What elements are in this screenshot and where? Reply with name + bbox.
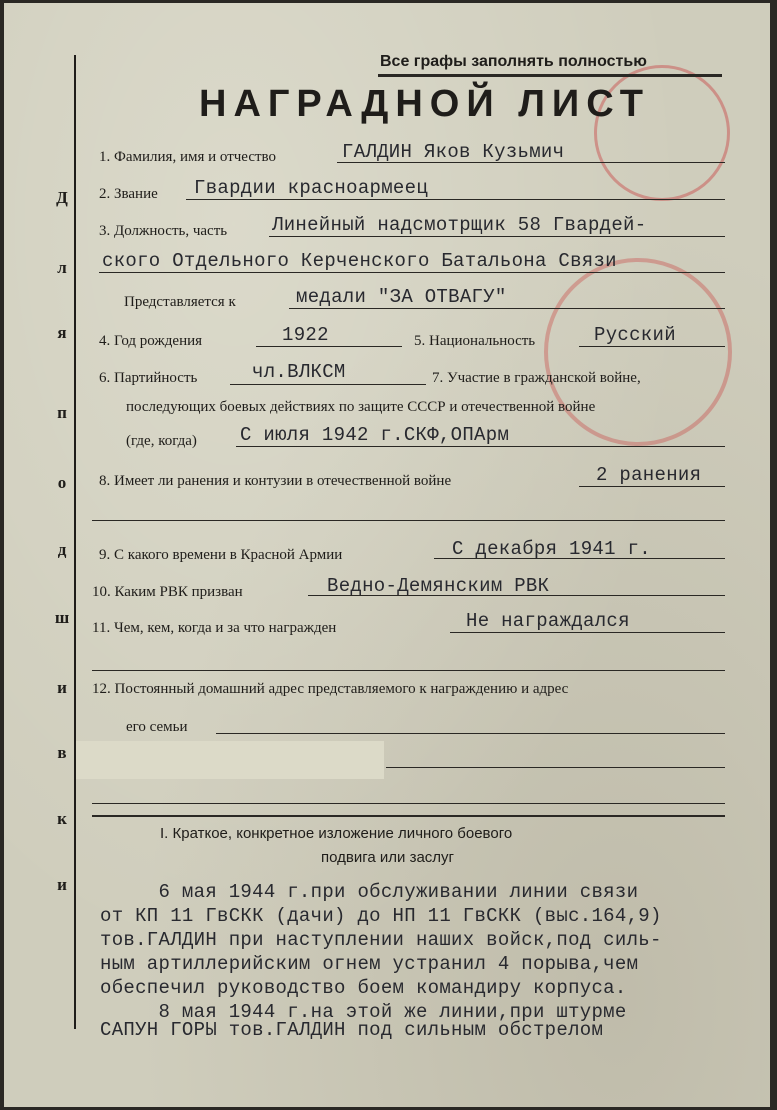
section-title-1: I. Краткое, конкретное изложение личного боевого <box>160 825 513 842</box>
side-char: в <box>57 743 67 762</box>
citation-line: от КП 11 ГвСКК (дачи) до НП 11 ГвСКК (выс.164,9) <box>100 905 662 927</box>
field-3-rule-1 <box>269 236 725 237</box>
header-note-underline <box>378 74 722 77</box>
page-title: НАГРАДНОЙ ЛИСТ <box>199 83 650 125</box>
field-3-value-1: Линейный надсмотрщик 58 Гвардей- <box>272 214 647 236</box>
side-char: я <box>57 323 67 342</box>
award-sheet <box>4 3 770 1107</box>
citation-line: 8 мая 1944 г.на этой же линии,при штурме <box>100 1001 627 1023</box>
field-7-value: С июля 1942 г.СКФ,ОПАрм <box>240 424 510 446</box>
present-value: медали "ЗА ОТВАГУ" <box>296 286 507 308</box>
field-12-rule-3 <box>92 803 725 804</box>
field-6-rule <box>230 384 426 385</box>
field-7-label-2: последующих боевых действиях по защите СССР и отечественной войне <box>126 399 596 415</box>
present-rule <box>289 308 725 309</box>
field-4-value: 1922 <box>282 324 329 346</box>
field-10-label: 10. Каким РВК призван <box>92 584 243 600</box>
field-3-label: 3. Должность, часть <box>99 223 228 239</box>
side-char: и <box>57 875 67 894</box>
field-3-rule-2 <box>99 272 725 273</box>
field-4-label: 4. Год рождения <box>99 333 203 349</box>
citation-line: обеспечил руководство боем командиру корпуса. <box>100 977 627 999</box>
field-11-rule-2 <box>92 670 725 671</box>
field-12-rule-2 <box>386 767 725 768</box>
section-divider <box>92 815 725 817</box>
field-2-rule <box>186 199 725 200</box>
field-8-rule-2 <box>92 520 725 521</box>
citation-line: тов.ГАЛДИН при наступлении наших войск,под силь- <box>100 929 662 951</box>
header-note: Все графы заполнять полностью <box>380 53 647 70</box>
field-5-label: 5. Национальность <box>414 333 536 349</box>
present-label: Представляется к <box>124 294 236 310</box>
field-10-value: Ведно-Демянским РВК <box>327 575 550 597</box>
citation-line: ным артиллерийским огнем устранил 4 порыва,чем <box>100 953 639 975</box>
side-char: к <box>57 809 67 828</box>
section-title-2: подвига или заслуг <box>321 849 455 866</box>
field-6-value: чл.ВЛКСМ <box>252 361 346 383</box>
field-3-value-2: ского Отдельного Керченского Батальона Связи <box>102 250 617 272</box>
field-12-label-2: его семьи <box>126 719 188 735</box>
field-12-rule <box>216 733 725 734</box>
field-1-label: 1. Фамилия, имя и отчество <box>99 149 277 165</box>
field-8-label: 8. Имеет ли ранения и контузии в отечественной войне <box>99 473 452 489</box>
field-9-label: 9. С какого времени в Красной Армии <box>99 547 343 563</box>
side-char: д <box>57 540 67 559</box>
side-char: л <box>57 258 67 277</box>
field-10-rule <box>308 595 725 596</box>
field-1-rule <box>337 162 725 163</box>
field-6-label: 6. Партийность <box>99 370 198 386</box>
field-7-label-3: (где, когда) <box>126 433 197 449</box>
field-12-label-1: 12. Постоянный домашний адрес представляемого к награждению и адрес <box>92 681 569 697</box>
side-char: и <box>57 678 67 697</box>
field-5-rule <box>579 346 725 347</box>
field-2-value: Гвардии красноармеец <box>194 177 429 199</box>
field-9-value: С декабря 1941 г. <box>452 538 651 560</box>
field-9-rule <box>434 558 725 559</box>
side-char: о <box>57 473 67 492</box>
citation-line: 6 мая 1944 г.при обслуживании линии связи <box>100 881 639 903</box>
field-5-value: Русский <box>594 324 676 346</box>
stamp-circle-seal <box>544 258 732 446</box>
side-char: ш <box>54 608 70 627</box>
redaction-block <box>76 741 384 779</box>
field-2-label: 2. Звание <box>99 186 158 202</box>
field-8-value: 2 ранения <box>596 464 702 486</box>
side-char: Д <box>56 188 68 207</box>
field-11-value: Не награждался <box>466 610 630 632</box>
field-11-rule <box>450 632 725 633</box>
field-8-rule <box>579 486 725 487</box>
field-1-value: ГАЛДИН Яков Кузьмич <box>342 141 565 163</box>
field-7-label-1: 7. Участие в гражданской войне, <box>432 370 641 386</box>
field-7-rule <box>236 446 725 447</box>
citation-line: САПУН ГОРЫ тов.ГАЛДИН под сильным обстрелом <box>100 1019 604 1041</box>
field-4-rule <box>256 346 402 347</box>
margin-rule <box>74 55 76 1029</box>
field-11-label: 11. Чем, кем, когда и за что награжден <box>92 620 337 636</box>
side-char: п <box>57 403 67 422</box>
